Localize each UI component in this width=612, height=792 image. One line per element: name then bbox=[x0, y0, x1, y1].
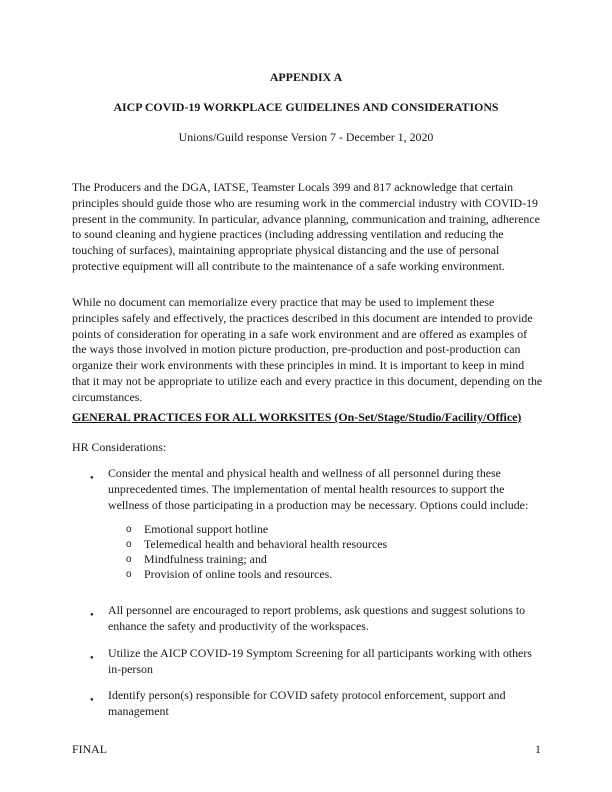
bullet-text: All personnel are encouraged to report problems, ask questions and suggest solutions to enhance the safety and productivity of the workspaces. bbox=[108, 603, 526, 633]
sub-list-item: o Emotional support hotline bbox=[126, 522, 269, 536]
bullet-icon: ● bbox=[90, 697, 94, 703]
sub-list-item: o Mindfulness training; and bbox=[126, 552, 267, 566]
page-number: 1 bbox=[535, 742, 541, 756]
bullet-text: Utilize the AICP COVID-19 Symptom Screening for all participants working with others in-person bbox=[108, 646, 532, 676]
intro-paragraph-1: The Producers and the DGA, IATSE, Teamster Locals 399 and 817 acknowledge that certain principles should guide those who are resuming work in the commercial industry with COVID-19 present in the community. In particular, advance planning, communication and training, adherence to sound cleaning and hygiene practices (including addressing ventilation and reducing the touching of surfaces), maintaining appropriate physical distancing and the use of personal protective equipment will all contribute to the maintenance of a safe working environment. bbox=[72, 180, 540, 273]
bullet-item bbox=[90, 688, 550, 720]
sub-list-item: o Provision of online tools and resources. bbox=[126, 567, 333, 581]
intro-paragraph-2: While no document can memorialize every practice that may be used to implement these principles safely and effectively, the practices described in this document are intended to provide points of consideration for operating in a safe work environment and are offered as examples of the ways those involved in motion picture production, pre-production and post-production can organize their work environments with these principles in mind. It is important to keep in mind that it may not be appropriate to utilize each and every practice in this document, depending on the circumstances. bbox=[72, 295, 543, 404]
hollow-bullet-icon: o bbox=[126, 524, 132, 535]
hollow-bullet-icon: o bbox=[126, 554, 132, 565]
bullet-icon: ● bbox=[90, 475, 94, 481]
bullet-icon: ● bbox=[90, 655, 94, 661]
bullet-item bbox=[90, 646, 550, 678]
bullet-text: Identify person(s) responsible for COVID safety protocol enforcement, support and management bbox=[108, 688, 506, 718]
bullet-item bbox=[90, 466, 550, 514]
bullet-item bbox=[90, 603, 550, 635]
hollow-bullet-icon: o bbox=[126, 539, 132, 550]
footer-status: FINAL bbox=[72, 742, 108, 756]
bullet-text: Consider the mental and physical health and wellness of all personnel during these unprecedented times. The implementation of mental health resources to support the wellness of those participating in a production may be necessary. Options could include: bbox=[108, 466, 529, 512]
section-heading: GENERAL PRACTICES FOR ALL WORKSITES (On-Set/Stage/Studio/Facility/Office) bbox=[72, 410, 522, 424]
appendix-label: APPENDIX A bbox=[269, 70, 343, 84]
section-subheading: HR Considerations: bbox=[72, 440, 167, 454]
document-subtitle: Unions/Guild response Version 7 - December 1, 2020 bbox=[178, 130, 434, 144]
bullet-icon: ● bbox=[90, 612, 94, 618]
document-title: AICP COVID-19 WORKPLACE GUIDELINES AND CONSIDERATIONS bbox=[113, 100, 499, 114]
hollow-bullet-icon: o bbox=[126, 569, 132, 580]
sub-list-item: o Telemedical health and behavioral health resources bbox=[126, 537, 388, 551]
